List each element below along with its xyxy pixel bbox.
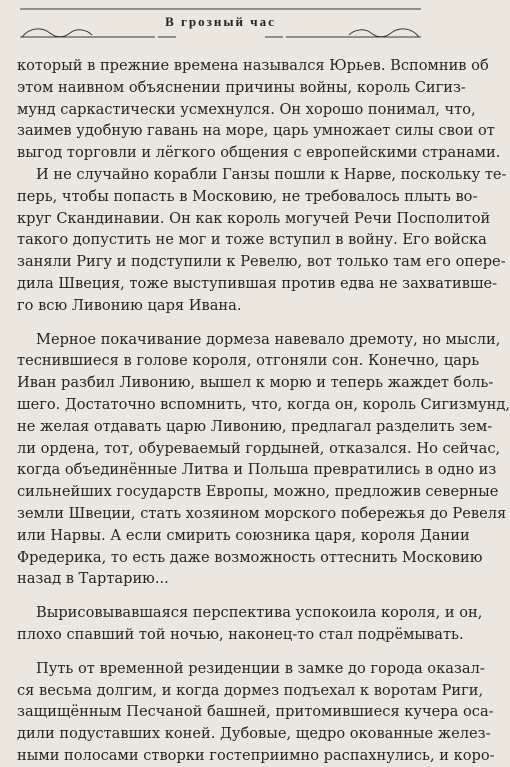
text-line: который в прежние времена назывался Юрьев. Вспомнив об — [17, 57, 489, 74]
text-line: шего. Достаточно вспомнить, что, когда он, король Сигизмунд, — [17, 395, 510, 413]
text-line: Путь от временной резиденции в замке до города оказал- — [36, 659, 485, 677]
text-line: Фредерика, то есть даже возможность оттеснить Московию — [17, 548, 483, 566]
text-line: заимев удобную гавань на море, царь умножает силы свои от — [17, 122, 495, 140]
running-title: В грозный час — [165, 14, 276, 29]
text-line: или Нарвы. А если смирить союзника царя, короля Дании — [17, 526, 470, 544]
text-line: круг Скандинавии. Он как король могучей Речи Посполитой — [17, 209, 491, 227]
text-line: дила Швеция, тоже выступившая против едва не захвативше- — [17, 274, 498, 292]
body-text — [17, 55, 510, 767]
text-line: такого допустить не мог и тоже вступил в войну. Его войска — [17, 231, 487, 249]
text-line: выгод торговли и лёгкого общения с европейскими странами. — [17, 144, 501, 162]
text-line: перь, чтобы попасть в Московию, не требовалось плыть во- — [17, 187, 478, 205]
text-line: плохо спавший той ночью, наконец-то стал подрёмывать. — [17, 625, 464, 643]
text-line: земли Швеции, стать хозяином морского побережья до Ревеля — [17, 504, 507, 522]
text-line: ными полосами створки гостеприимно распахнулись, и коро- — [17, 746, 495, 764]
text-line: не желая отдавать царю Ливонию, предлагал разделить зем- — [17, 417, 493, 435]
text-line: го всю Ливонию царя Ивана. — [17, 296, 242, 314]
text-line: Мерное покачивание дормеза навевало дремоту, но мысли, — [36, 330, 501, 348]
paragraph — [17, 602, 483, 646]
text-line: Вырисовывавшаяся перспектива успокоила короля, и он, — [36, 604, 483, 622]
text-line: когда объединённые Литва и Польша превратились в одно из — [17, 461, 497, 479]
text-line: мунд саркастически усмехнулся. Он хорошо понимал, что, — [17, 100, 476, 118]
text-line: ся весьма долгим, и когда дормез подъехал к воротам Риги, — [17, 681, 484, 699]
text-line: ли ордена, тот, обуреваемый гордыней, отказался. Но сейчас, — [17, 439, 501, 457]
text-line: сильнейших государств Европы, можно, предложив северные — [17, 483, 499, 501]
text-line: Иван разбил Ливонию, вышел к морю и теперь жаждет боль- — [17, 374, 494, 392]
text-line: дили подуставших коней. Дубовые, щедро окованные желез- — [17, 725, 491, 743]
text-line: И не случайно корабли Ганзы пошли к Нарве, поскольку те- — [36, 165, 507, 183]
paragraph — [17, 329, 510, 591]
text-line: назад в Тартарию... — [17, 570, 169, 588]
text-line: защищённым Песчаной башней, притомившиеся кучера оса- — [17, 703, 494, 721]
paragraph — [17, 55, 507, 317]
text-line: этом наивном объяснении причины войны, король Сигиз- — [17, 78, 466, 96]
text-line: теснившиеся в голове короля, отгоняли сон. Конечно, царь — [17, 352, 480, 370]
text-line: заняли Ригу и подступили к Ревелю, вот только там его опере- — [17, 253, 506, 271]
running-header — [0, 0, 441, 52]
paragraph — [17, 658, 495, 767]
